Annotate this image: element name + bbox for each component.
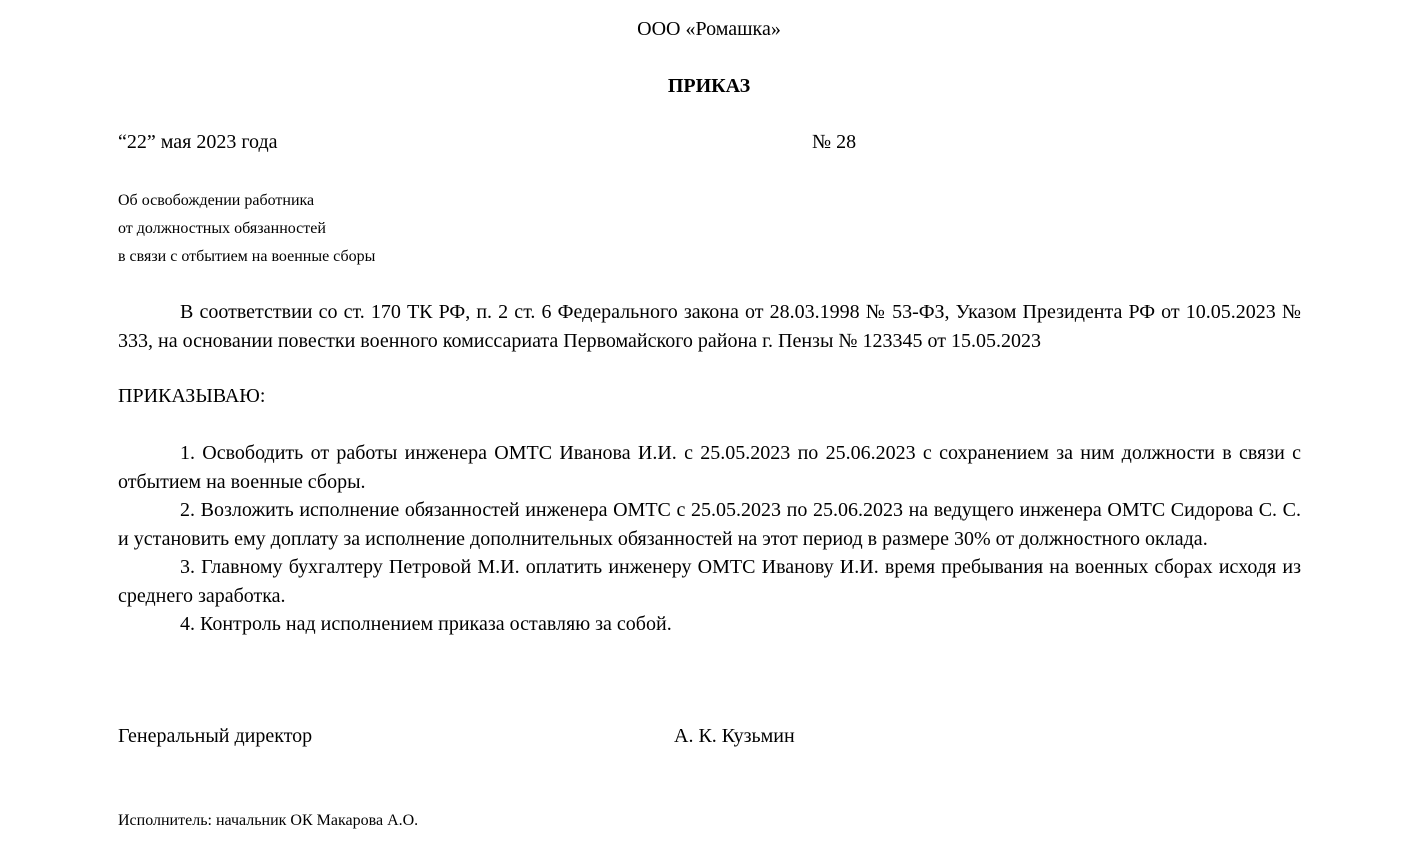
- order-item: 4. Контроль над исполнением приказа оставляю за собой.: [180, 613, 672, 635]
- order-basis: В соответствии со ст. 170 ТК РФ, п. 2 ст. 6 Федерального закона от 28.03.1998 № 53-ФЗ, Указом Президента РФ от 10.05.2023 № 333, на основании повестки военного комиссариата Первомайского района г. Пензы № 123345 от 15.05.2023: [118, 301, 1301, 352]
- order-number: № 28: [812, 131, 857, 153]
- subject-line: Об освобождении работника: [118, 192, 315, 209]
- executor-note: Исполнитель: начальник ОК Макарова А.О.: [118, 812, 419, 829]
- subject-line: от должностных обязанностей: [118, 220, 326, 237]
- company-name: ООО «Ромашка»: [637, 18, 781, 40]
- order-item: 3. Главному бухгалтеру Петровой М.И. оплатить инженеру ОМТС Иванову И.И. время пребывания на военных сборах исходя из среднего заработка.: [118, 556, 1301, 607]
- signer-name: А. К. Кузьмин: [674, 725, 795, 747]
- order-subject: [118, 187, 375, 271]
- signer-position: Генеральный директор: [118, 725, 313, 747]
- order-item: 2. Возложить исполнение обязанностей инженера ОМТС с 25.05.2023 по 25.06.2023 на ведущего инженера ОМТС Сидорова С. С. и установить ему доплату за исполнение дополнительных обязанностей на этот период в размере 30% от должностного оклада.: [118, 499, 1301, 550]
- subject-line: в связи с отбытием на военные сборы: [118, 248, 376, 265]
- order-items: [118, 439, 1301, 639]
- order-word: ПРИКАЗЫВАЮ:: [118, 385, 266, 407]
- order-item: 1. Освободить от работы инженера ОМТС Иванова И.И. с 25.05.2023 по 25.06.2023 с сохранением за ним должности в связи с отбытием на военные сборы.: [118, 442, 1301, 493]
- document-title: ПРИКАЗ: [667, 75, 751, 97]
- order-date: “22” мая 2023 года: [118, 131, 278, 153]
